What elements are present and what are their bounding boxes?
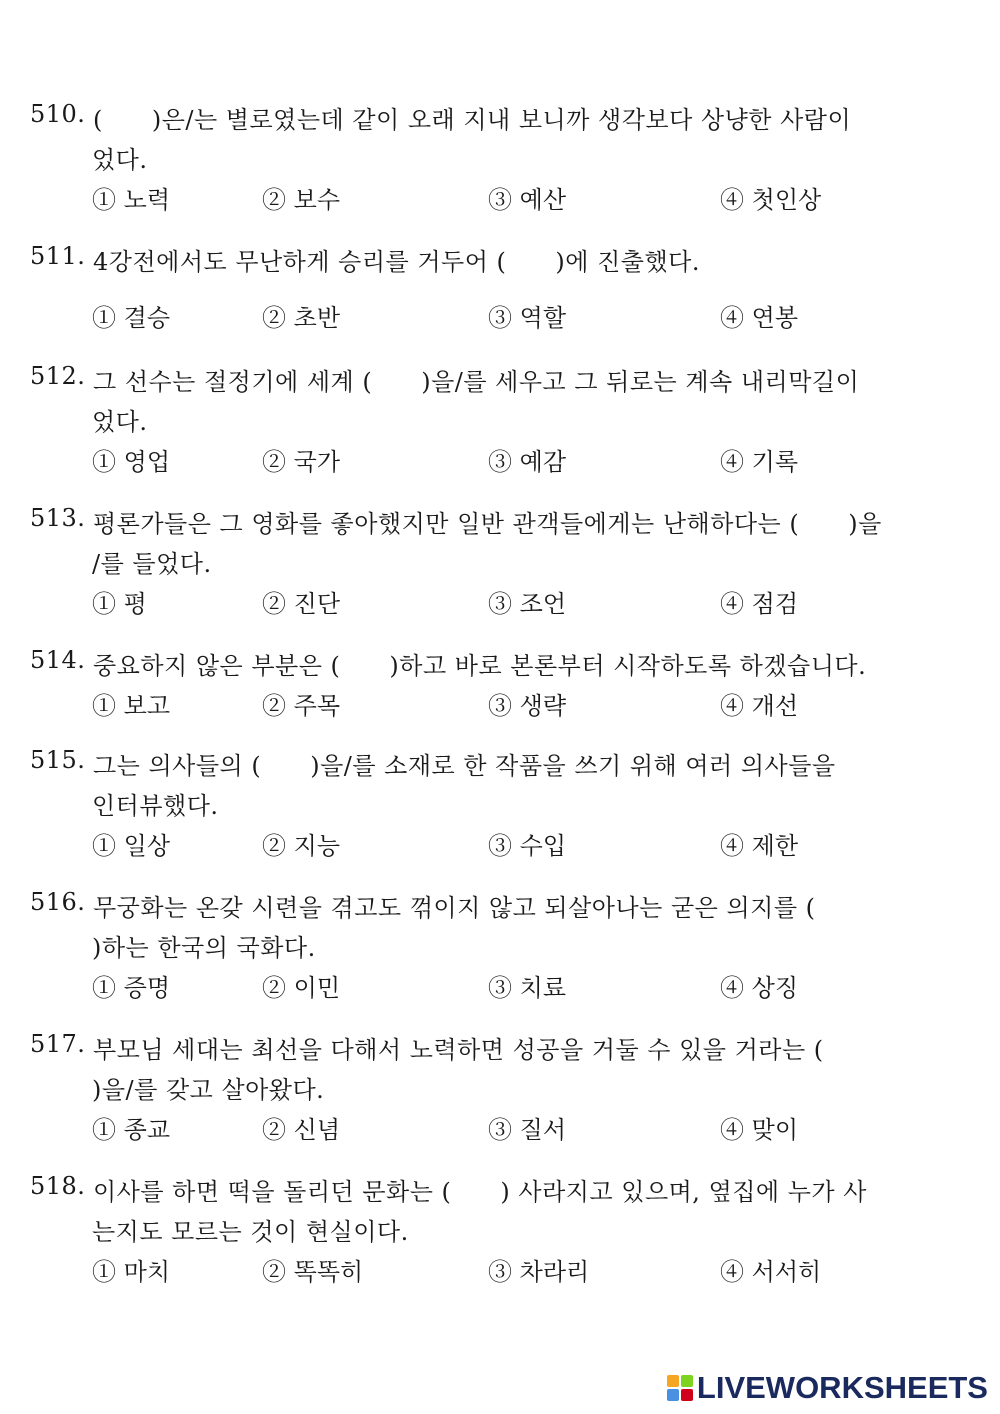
answer-option-1[interactable]: ① 마치 — [92, 1258, 170, 1286]
question-text-line: 이사를 하면 떡을 돌리던 문화는 ( ) 사라지고 있으며, 옆집에 누가 사 — [93, 1178, 867, 1206]
answer-option-3[interactable]: ③ 조언 — [488, 590, 566, 618]
answer-option-4[interactable]: ④ 개선 — [720, 692, 798, 720]
question-number: 516. — [30, 888, 86, 916]
answer-option-2[interactable]: ② 지능 — [262, 832, 340, 860]
answer-option-2[interactable]: ② 이민 — [262, 974, 340, 1002]
question-text-line: 그 선수는 절정기에 세계 ( )을/를 세우고 그 뒤로는 계속 내리막길이 — [93, 368, 860, 396]
answer-option-3[interactable]: ③ 수입 — [488, 832, 566, 860]
question-number: 518. — [30, 1172, 86, 1200]
answer-option-3[interactable]: ③ 역할 — [488, 304, 566, 332]
question-text-line: 평론가들은 그 영화를 좋아했지만 일반 관객들에게는 난해하다는 ( )을 — [93, 510, 882, 538]
answer-option-3[interactable]: ③ 예산 — [488, 186, 566, 214]
question-number: 512. — [30, 362, 86, 390]
question-number: 514. — [30, 646, 86, 674]
answer-option-1[interactable]: ① 증명 — [92, 974, 170, 1002]
answer-option-4[interactable]: ④ 서서히 — [720, 1258, 822, 1286]
answer-option-4[interactable]: ④ 맞이 — [720, 1116, 798, 1144]
answer-option-4[interactable]: ④ 첫인상 — [720, 186, 822, 214]
question-text-line: /를 들었다. — [92, 550, 212, 578]
answer-option-4[interactable]: ④ 상징 — [720, 974, 798, 1002]
liveworksheets-logo-icon — [667, 1375, 693, 1401]
answer-option-3[interactable]: ③ 질서 — [488, 1116, 566, 1144]
question-text-line: 그는 의사들의 ( )을/를 소재로 한 작품을 쓰기 위해 여러 의사들을 — [93, 752, 836, 780]
answer-option-1[interactable]: ① 영업 — [92, 448, 170, 476]
question-text-line: ( )은/는 별로였는데 같이 오래 지내 보니까 생각보다 상냥한 사람이 — [93, 106, 852, 134]
answer-option-1[interactable]: ① 결승 — [92, 304, 170, 332]
answer-option-4[interactable]: ④ 기록 — [720, 448, 798, 476]
answer-option-2[interactable]: ② 주목 — [262, 692, 340, 720]
question-number: 510. — [30, 100, 86, 128]
question-number: 517. — [30, 1030, 86, 1058]
logo-text: LIVEWORKSHEETS — [696, 1370, 988, 1405]
answer-option-2[interactable]: ② 진단 — [262, 590, 340, 618]
answer-option-3[interactable]: ③ 생략 — [488, 692, 566, 720]
question-number: 513. — [30, 504, 86, 532]
question-text-line: 중요하지 않은 부분은 ( )하고 바로 본론부터 시작하도록 하겠습니다. — [93, 652, 867, 680]
question-text-line: )하는 한국의 국화다. — [92, 934, 316, 962]
answer-option-1[interactable]: ① 일상 — [92, 832, 170, 860]
answer-option-3[interactable]: ③ 예감 — [488, 448, 566, 476]
question-text-line: 4강전에서도 무난하게 승리를 거두어 ( )에 진출했다. — [93, 248, 700, 276]
question-text-line: )을/를 갖고 살아왔다. — [92, 1076, 325, 1104]
answer-option-2[interactable]: ② 초반 — [262, 304, 340, 332]
answer-option-4[interactable]: ④ 점검 — [720, 590, 798, 618]
question-text-line: 인터뷰했다. — [92, 792, 219, 820]
question-text-line: 부모님 세대는 최선을 다해서 노력하면 성공을 거둘 수 있을 거라는 ( — [93, 1036, 824, 1064]
answer-option-1[interactable]: ① 종교 — [92, 1116, 170, 1144]
answer-option-3[interactable]: ③ 치료 — [488, 974, 566, 1002]
question-text-line: 었다. — [92, 146, 148, 174]
question-text-line: 었다. — [92, 408, 148, 436]
liveworksheets-logo[interactable] — [667, 1370, 988, 1406]
question-text-line: 무궁화는 온갖 시련을 겪고도 꺾이지 않고 되살아나는 굳은 의지를 ( — [93, 894, 816, 922]
question-number: 511. — [30, 242, 86, 270]
question-number: 515. — [30, 746, 86, 774]
question-text-line: 는지도 모르는 것이 현실이다. — [92, 1218, 409, 1246]
answer-option-1[interactable]: ① 보고 — [92, 692, 170, 720]
answer-option-2[interactable]: ② 신념 — [262, 1116, 340, 1144]
answer-option-3[interactable]: ③ 차라리 — [488, 1258, 590, 1286]
answer-option-2[interactable]: ② 보수 — [262, 186, 340, 214]
answer-option-1[interactable]: ① 평 — [92, 590, 147, 618]
answer-option-2[interactable]: ② 국가 — [262, 448, 340, 476]
answer-option-4[interactable]: ④ 제한 — [720, 832, 798, 860]
answer-option-1[interactable]: ① 노력 — [92, 186, 170, 214]
answer-option-2[interactable]: ② 똑똑히 — [262, 1258, 364, 1286]
answer-option-4[interactable]: ④ 연봉 — [720, 304, 798, 332]
